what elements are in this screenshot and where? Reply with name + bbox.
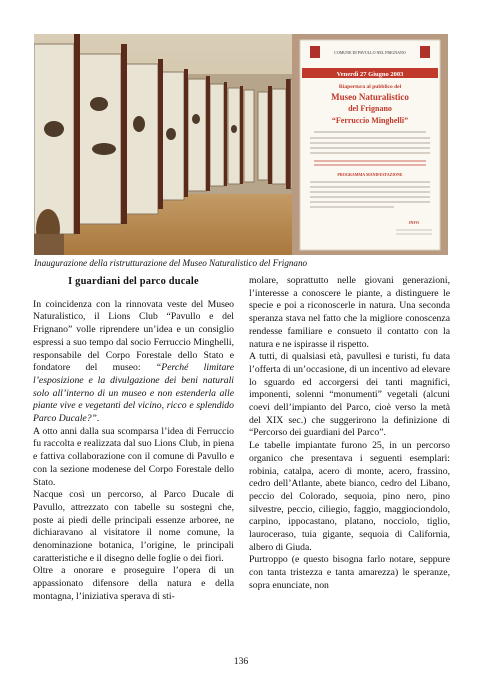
paragraph-text: In coincidenza con la rinnovata veste del Museo Naturalistico, il Lions Club “Pavullo e del Frignano” volle riprendere un’idea e un consiglio espressi a suo tempo dal socio Ferruccio Minghelli, responsabile del Corpo Forestale dello Stato e fondatore del museo:	[33, 298, 234, 374]
article-right-column	[249, 275, 450, 593]
paragraph: A tutti, di qualsiasi età, pavullesi e turisti, fu data l’offerta di un’occasione, di un incentivo ad elevare lo sguardo ed accorgersi dei tanti magnifici, imponenti, solenni “monumenti” vegetali (alcuni coevi dell’impianto del Parco, cioè verso la metà del XIX sec.) che suggerirono la definizione di “Percorso dei guardiani del Parco”.	[249, 351, 450, 439]
photo-caption: Inaugurazione della ristrutturazione del Museo Naturalistico del Frignano	[34, 258, 308, 268]
poster-header: COMUNE DI PAVULLO NEL FRIGNANO	[334, 50, 406, 55]
paragraph: A otto anni dalla sua scomparsa l’idea di Ferruccio fu raccolta e realizzata dal suo Lions Club, in piena e fattiva collaborazione con il comune di Pavullo e con la sezione modenese del Corpo Forestale dello Stato.	[33, 425, 234, 488]
paragraph: Nacque così un percorso, al Parco Ducale di Pavullo, attrezzato con tabelle su sostegni che, poste ai piedi delle principali essenze arboree, ne dichiaravano al visitatore il nome comune, la denominazione botanica, l’origine, le principali caratteristiche e il disegno delle foglie o dei fiori.	[33, 489, 234, 564]
poster-date: Venerdì 27 Giugno 2003	[336, 71, 404, 78]
event-poster	[292, 34, 448, 255]
paragraph: Purtroppo (e questo bisogna farlo notare, seppure con tanta tristezza e tanta amarezza) le speranze, sopra enunciate, non	[249, 554, 450, 591]
poster-title-4: “Ferruccio Minghelli”	[331, 116, 409, 125]
poster-program-label: PROGRAMMA MANIFESTAZIONE	[337, 172, 403, 177]
page-number: 136	[233, 656, 249, 667]
poster-title-2: Museo Naturalistico	[331, 92, 409, 102]
article-left-column	[33, 276, 234, 604]
poster-info-label: INFO	[409, 220, 419, 225]
museum-photo	[34, 34, 448, 255]
poster-title-1: Riapertura al pubblico del	[338, 84, 402, 90]
paragraph: Oltre a onorare e proseguire l’opera di un appassionato difensore della natura e della montagna, l’iniziativa sperava di sti-	[33, 565, 234, 602]
paragraph: Le tabelle impiantate furono 25, in un percorso organico che presentava i seguenti esemplari: robinia, catalpa, acero di monte, acero, frassino, cedro dell’Atlante, abete bianco, cedro del Libano, peccio del Colorado, sequoia, pino nero, pino silvestre, peccio, ciliegio, faggio, maggiociondolo, carpino, ippocastano, platano, nocciolo, tiglio, laurocerasο, tuia gigante, sequoia di California, albero di Giuda.	[249, 440, 450, 553]
minghelli-quote: “Perché limitare l’esposizione e la divulgazione dei beni naturali solo all’interno di un museo e non estenderla alle piante vive e vegetanti del vicino, ricco e splendido Parco Ducale?”.	[33, 362, 235, 425]
museum-interior-image	[34, 34, 448, 255]
poster-title-3: del Frignano	[348, 104, 392, 113]
paragraph: molare, soprattutto nelle giovani generazioni, l’interesse a conoscere le piante, a distinguere le specie e poi a riconoscerle in natura. Una seconda speranza stava nel fatto che la migliore conoscenza rendesse familiare e consueto il contatto con la natura e ne ispirasse il rispetto.	[249, 275, 450, 350]
article-heading: I guardiani del parco ducale	[68, 276, 199, 287]
paragraph	[33, 299, 234, 426]
